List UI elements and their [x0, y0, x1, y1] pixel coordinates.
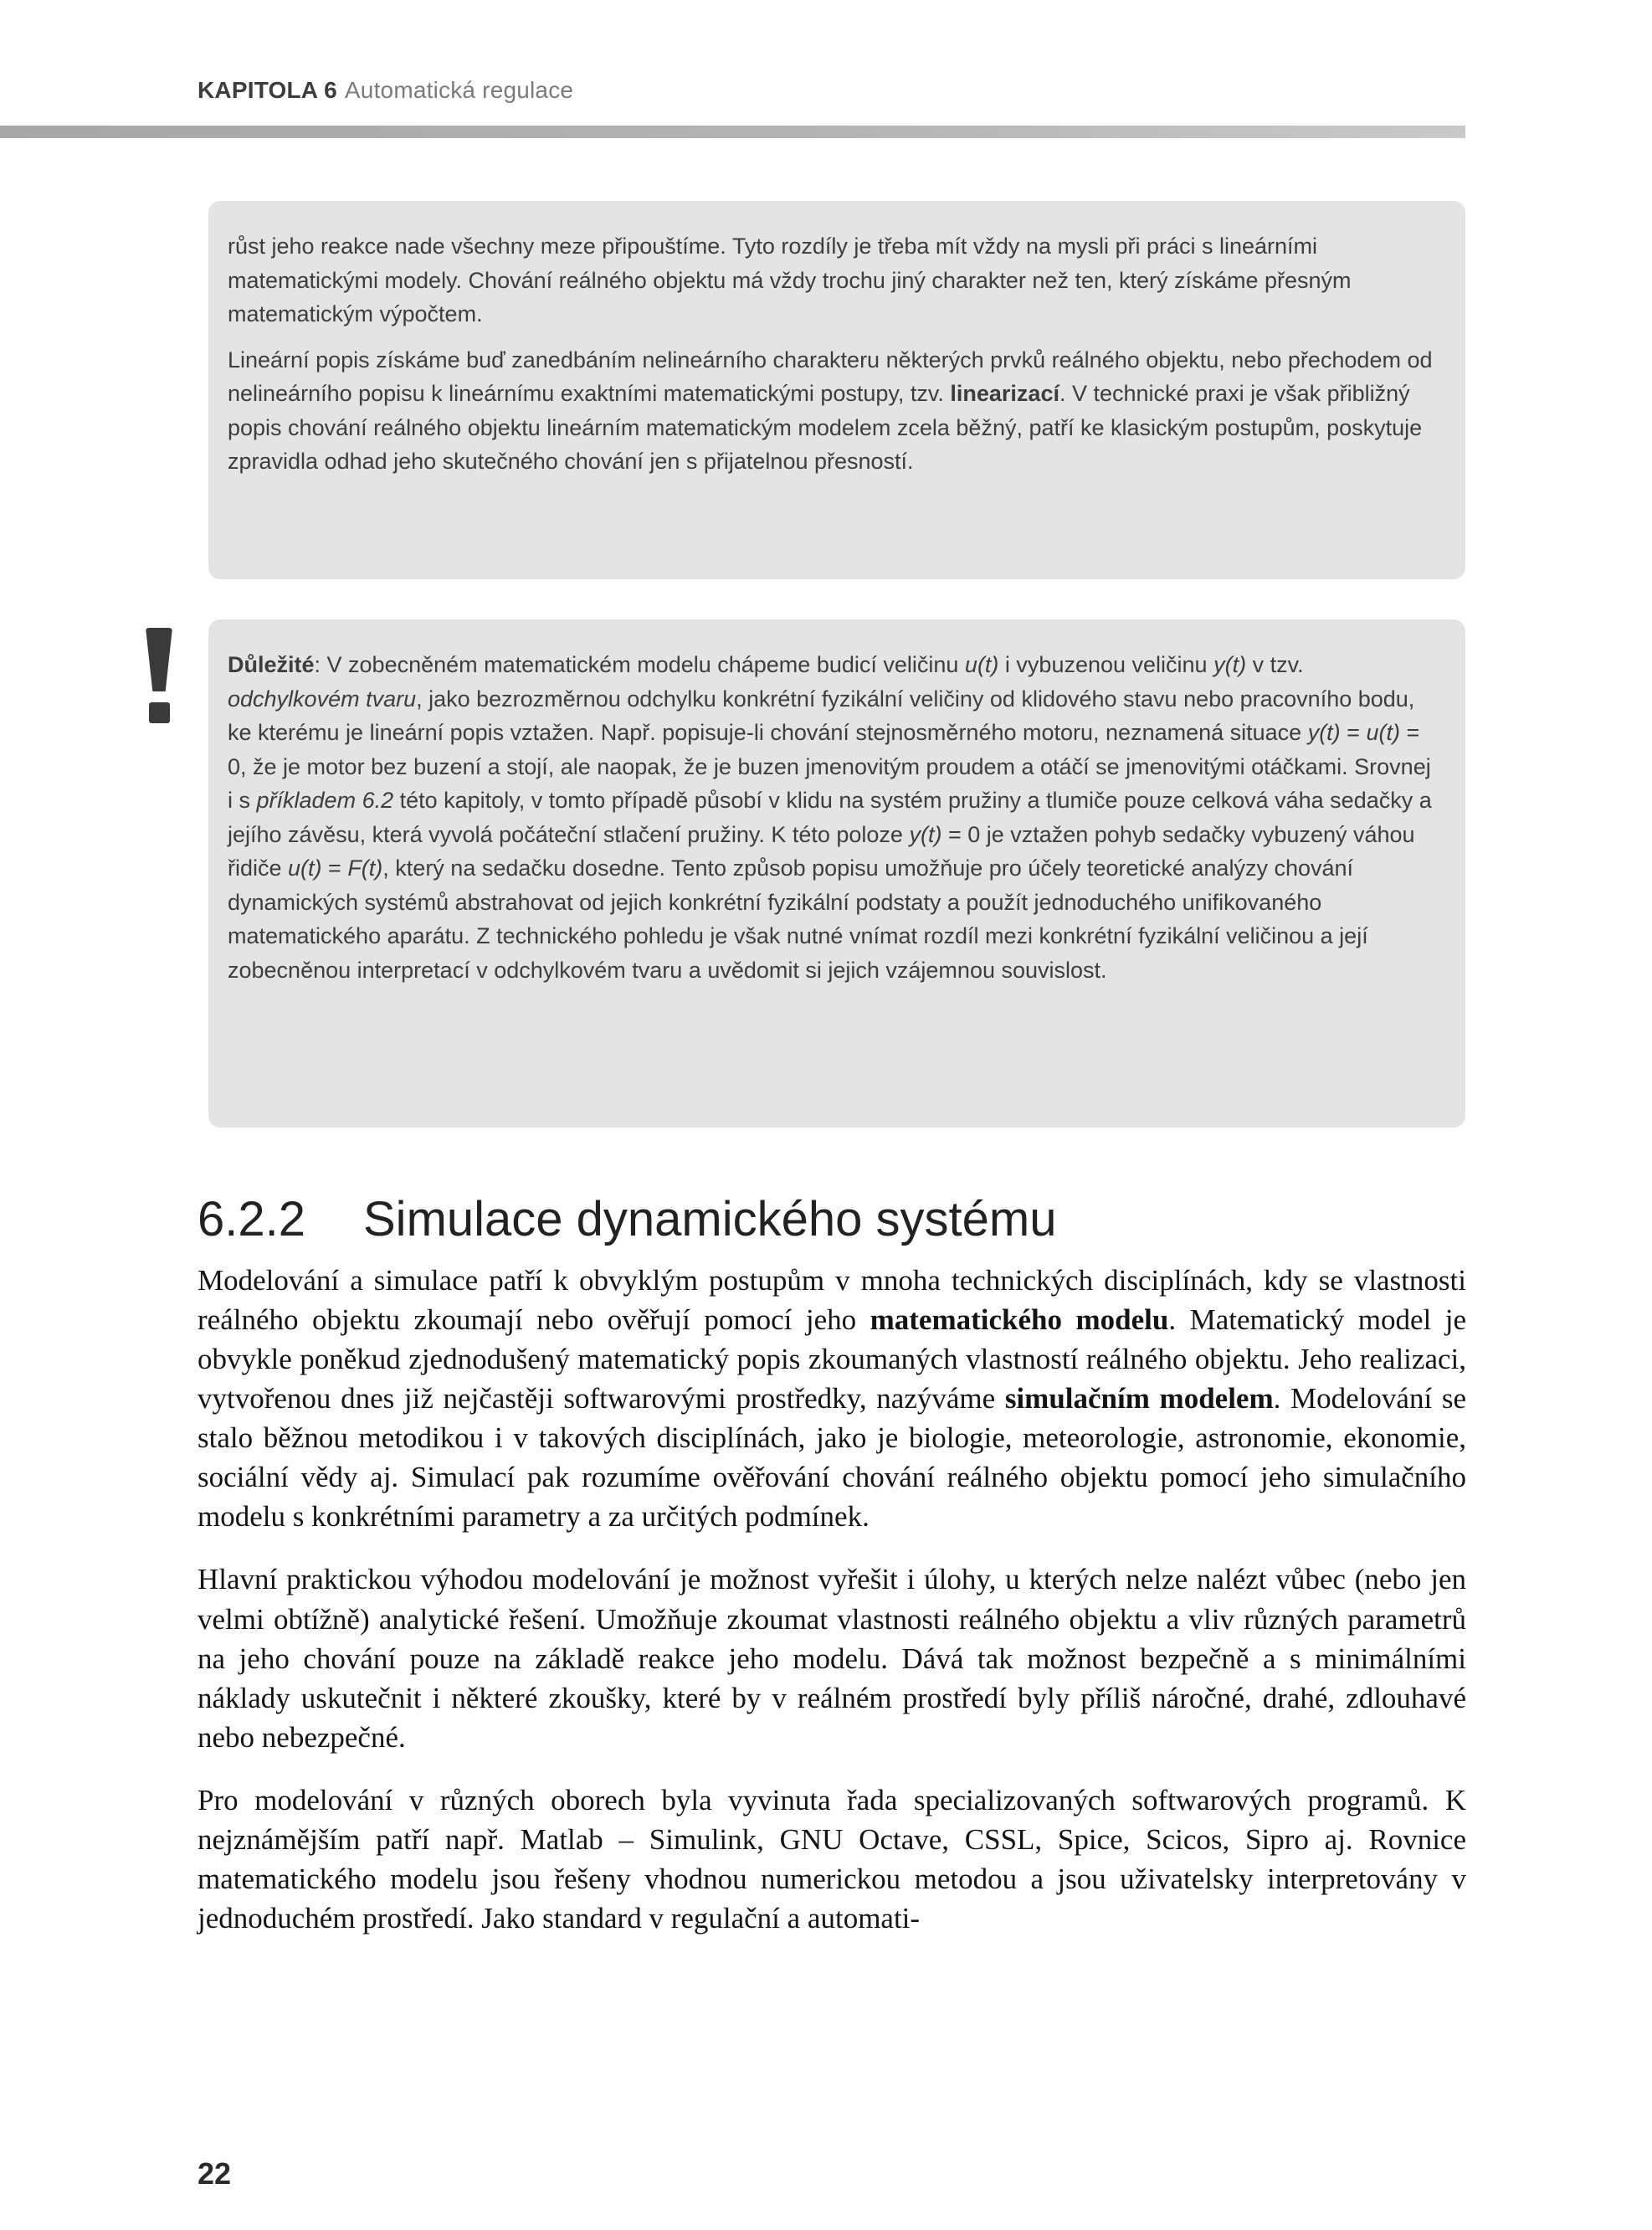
important-note-box [208, 619, 1465, 1128]
body-text [198, 1261, 1466, 1938]
exclamation-icon [144, 628, 174, 723]
header-rule [0, 126, 1465, 138]
section-heading [198, 1191, 1056, 1247]
section-title: Simulace dynamického systému [363, 1192, 1057, 1246]
page-number: 22 [198, 2156, 232, 2191]
important-paragraph: Důležité: V zobecněném matematickém modelu chápeme budicí veličinu u(t) i vybuzenou veličinu y(t) v tzv. odchylkovém tvaru, jako bezrozměrnou odchylku konkrétní fyzikální veličiny od klidového stavu nebo pracovního bodu, ke kterému je lineární popis vztažen. Např. popisuje-li chování stejnosměrného motoru, neznamená situace y(t) = u(t) = 0, že je motor bez buzení a stojí, ale naopak, že je buzen jmenovitým proudem a otáčí se jmenovitými otáčkami. Srovnej i s příkladem 6.2 této kapitoly, v tomto případě působí v klidu na systém pružiny a tlumiče pouze celková váha sedačky a jejího závěsu, která vyvolá počáteční stlačení pružiny. K této poloze y(t) = 0 je vztažen pohyb sedačky vybuzený váhou řidiče u(t) = F(t), který na sedačku dosedne. Tento způsob popisu umožňuje pro účely teoretické analýzy chování dynamických systémů abstrahovat od jejich konkrétní fyzikální podstaty a použít jednoduchého unifikovaného matematického aparátu. Z technického pohledu je však nutné vnímat rozdíl mezi konkrétní fyzikální veličinou a její zobecněnou interpretací v odchylkovém tvaru a uvědomit si jejich vzájemnou souvislost. [228, 652, 1432, 983]
note-paragraph: Lineární popis získáme buď zanedbáním nelineárního charakteru některých prvků reálného objektu, nebo přechodem od nelineárního popisu k lineárnímu exaktními matematickými postupy, tzv. linearizací. V technické praxi je však přibližný popis chování reálného objektu lineárním matematickým modelem zcela běžný, patří ke klasickým postupům, poskytuje zpravidla odhad jeho skutečného chování jen s přijatelnou přesností. [228, 347, 1433, 474]
chapter-label: KAPITOLA 6 [198, 77, 337, 103]
body-paragraph: Hlavní praktickou výhodou modelování je možnost vyřešit i úlohy, u kterých nelze nalézt vůbec (nebo jen velmi obtížně) analytické řešení. Umožňuje zkoumat vlastnosti reálného objektu a vliv různých parametrů na jeho chování pouze na základě reakce jeho modelu. Dává tak možnost bezpečně a s minimálními náklady uskutečnit i některé zkoušky, které by v reálném prostředí byly příliš náročné, drahé, zdlouhavé nebo nebezpečné. [198, 1563, 1466, 1754]
body-paragraph: Modelování a simulace patří k obvyklým postupům v mnoha technických disciplínách, kdy se vlastnosti reálného objektu zkoumají nebo ověřují pomocí jeho matematického modelu. Matematický model je obvykle poněkud zjednodušený matematický popis zkoumaných vlastností reálného objektu. Jeho realizaci, vytvořenou dnes již nejčastěji softwarovými prostředky, nazýváme simulačním modelem. Modelování se stalo běžnou metodikou i v takových disciplínách, jako je biologie, meteorologie, astronomie, ekonomie, sociální vědy aj. Simulací pak rozumíme ověřování chování reálného objektu pomocí jeho simulačního modelu s konkrétními parametry a za určitých podmínek. [198, 1264, 1467, 1534]
chapter-title: Automatická regulace [344, 77, 574, 103]
body-paragraph: Pro modelování v různých oborech byla vyvinuta řada specializovaných softwarových programů. K nejznámějším patří např. Matlab – Simulink, GNU Octave, CSSL, Spice, Scicos, Sipro aj. Rovnice matematického modelu jsou řešeny vhodnou numerickou metodou a jsou uživatelsky interpretovány v jednoduchém prostředí. Jako standard v regulační a automati- [198, 1783, 1466, 1935]
exclamation-bar [146, 628, 172, 691]
note-paragraph: růst jeho reakce nade všechny meze připouštíme. Tyto rozdíly je třeba mít vždy na mysli při práci s lineárními matematickými modely. Chování reálného objektu má vždy trochu jiný charakter než ten, který získáme přesným matematickým výpočtem. [228, 234, 1352, 326]
section-number: 6.2.2 [198, 1192, 305, 1246]
exclamation-dot [149, 702, 170, 723]
running-header [198, 77, 573, 104]
continuation-note-box [208, 201, 1465, 579]
